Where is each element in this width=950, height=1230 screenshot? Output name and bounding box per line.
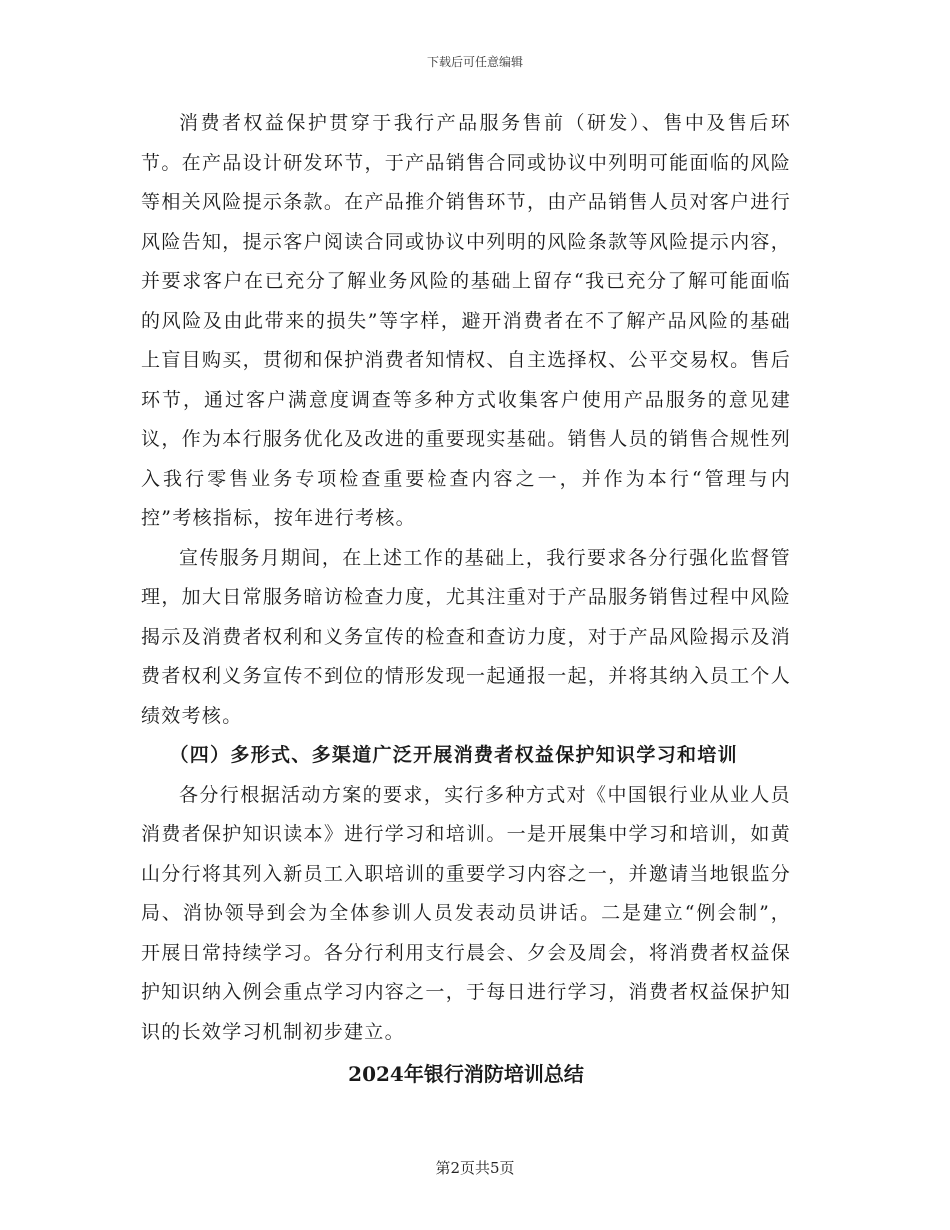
page-number: 第2页共5页 [435, 1159, 515, 1177]
header-note: 下载后可任意编辑 [426, 55, 523, 69]
next-document-title: 2024年银行消防培训总结 [348, 1062, 584, 1086]
paragraph-2: 宣传服务月期间，在上述工作的基础上，我行要求各分行强化监督管理，加大日常服务暗访检查力度，尤其注重对于产品服务销售过程中风险揭示及消费者权利和义务宣传的检查和查访力度，对于产品风险揭示及消费者权利义务宣传不到位的情形发现一起通报一起，并将其纳入员工个人绩效考核。 [141, 546, 791, 727]
section-subheading: （四）多形式、多渠道广泛开展消费者权益保护知识学习和培训 [169, 744, 738, 766]
document-body [141, 104, 791, 1094]
paragraph-3: 各分行根据活动方案的要求，实行多种方式对《中国银行业从业人员消费者保护知识读本》进行学习和培训。一是开展集中学习和培训，如黄山分行将其列入新员工入职培训的重要学习内容之一，并邀请当地银监分局、消协领导到会为全体参训人员发表动员讲话。二是建立“例会制”，开展日常持续学习。各分行利用支行晨会、夕会及周会，将消费者权益保护知识纳入例会重点学习内容之一，于每日进行学习，消费者权益保护知识的长效学习机制初步建立。 [141, 783, 791, 1043]
paragraph-1: 消费者权益保护贯穿于我行产品服务售前（研发）、售中及售后环节。在产品设计研发环节，于产品销售合同或协议中列明可能面临的风险等相关风险提示条款。在产品推介销售环节，由产品销售人员对客户进行风险告知，提示客户阅读合同或协议中列明的风险条款等风险提示内容，并要求客户在已充分了解业务风险的基础上留存“我已充分了解可能面临的风险及由此带来的损失”等字样，避开消费者在不了解产品风险的基础上盲目购买，贯彻和保护消费者知情权、自主选择权、公平交易权。售后环节，通过客户满意度调查等多种方式收集客户使用产品服务的意见建议，作为本行服务优化及改进的重要现实基础。销售人员的销售合规性列入我行零售业务专项检查重要检查内容之一，并作为本行“管理与内控”考核指标，按年进行考核。 [141, 112, 791, 529]
